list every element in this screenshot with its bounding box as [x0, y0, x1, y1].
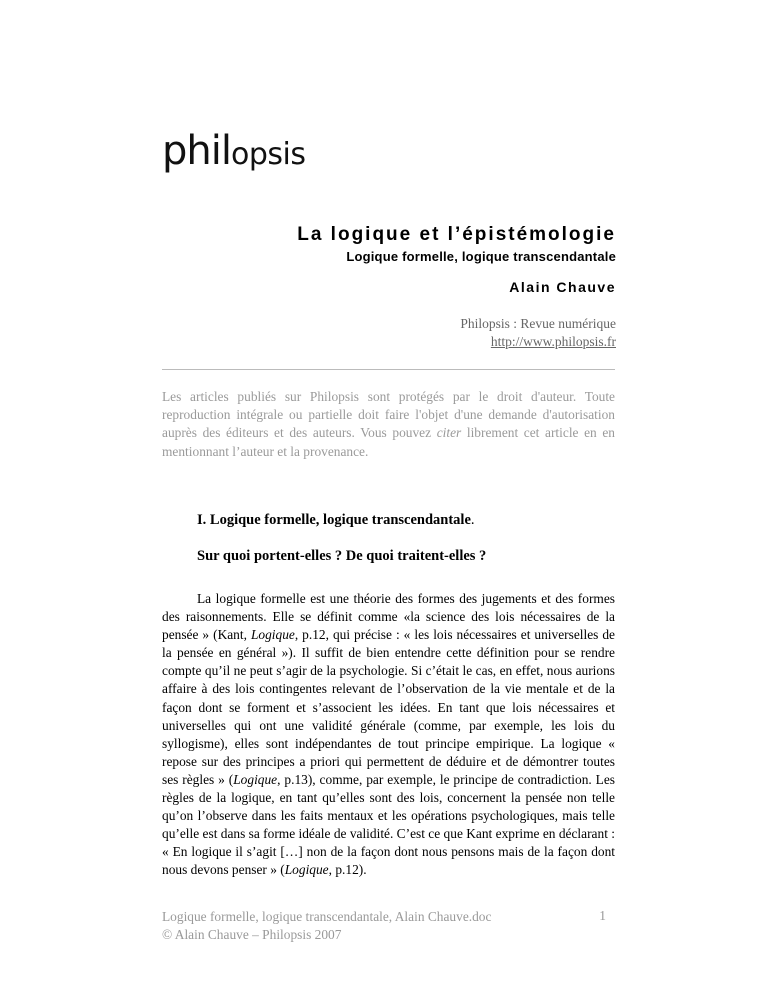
paragraph-italic-1: Logique: [250, 627, 295, 643]
notice-emphasis: citer: [436, 425, 462, 441]
paragraph-text-2: , p.12, qui précise : « les lois nécessaires et universelles de la pensée en général »). Il suffit de bien entendre cette définition pour se rendre compte qu’il ne peut s’agir de la psychologie. Si c’était le cas, en effet, nous aurions affaire à des lois contingentes relevant de l’observation de la vie mentale et de la façon dont se forment et s’associent les idées. En tant que lois nécessaires et universelles qui ont une validité générale (comme, par exemple, les lois du syllogisme), elles sont indépendantes de tout principe empirique. La logique « repose sur des principes a priori qui permettent de déduire et de démontrer toutes ses règles » (: [162, 627, 615, 787]
paragraph-italic-3: Logique: [284, 862, 329, 878]
body-paragraph: [162, 590, 615, 880]
paragraph-text-1: La logique formelle est une théorie des formes des jugements et des formes des raisonnements. Elle se définit comme «la science des lois nécessaires de la pensée » (Kant,: [162, 591, 615, 643]
logo-text-phil: phil: [162, 128, 231, 174]
section-heading-period: .: [470, 512, 475, 528]
footer-copyright: © Alain Chauve – Philopsis 2007: [162, 927, 342, 942]
philopsis-logo: [162, 128, 305, 180]
paragraph-text-3: , p.13), comme, par exemple, le principe de contradiction. Les règles de la logique, en tant qu’elles sont des lois, concernent la pensée non telle qu’on l’observe dans les faits mentaux et les opérations psychologiques, mais telle qu’elle est dans sa forme idéale de validité. C’est ce que Kant exprime en déclarant : « En logique il s’agit […] non de la façon dont nous pensons mais de la façon dont nous devons penser » (: [162, 771, 615, 878]
article-subtitle: Logique formelle, logique transcendantale: [346, 249, 616, 264]
page-number: 1: [599, 908, 606, 923]
section-heading: [197, 512, 475, 529]
section-subheading: Sur quoi portent-elles ? De quoi traitent-elles ?: [197, 548, 487, 564]
paragraph-text-4: , p.12).: [328, 862, 367, 878]
separator-rule: [162, 369, 615, 370]
article-title: La logique et l’épistémologie: [297, 224, 616, 245]
journal-name: Philopsis : Revue numérique: [460, 316, 616, 331]
page-footer: [162, 908, 491, 944]
copyright-notice: [162, 388, 615, 461]
author-name: Alain Chauve: [509, 279, 616, 295]
journal-url-link[interactable]: http://www.philopsis.fr: [490, 334, 616, 349]
notice-text-start: Les articles publiés sur Philopsis sont protégés par le droit d'auteur. Toute reproduction intégrale ou partielle doit faire l'objet d'une demande d'autorisation auprès des éditeurs et des auteurs. Vous pouvez: [162, 389, 615, 441]
logo-text-opsis: opsis: [230, 137, 306, 172]
paragraph-italic-2: Logique: [233, 771, 278, 787]
footer-document-name: Logique formelle, logique transcendantale, Alain Chauve.doc: [162, 909, 492, 924]
notice-text-end: librement cet article en en mentionnant l’auteur et la provenance.: [162, 425, 616, 459]
section-heading-text: I. Logique formelle, logique transcendantale: [197, 512, 471, 528]
